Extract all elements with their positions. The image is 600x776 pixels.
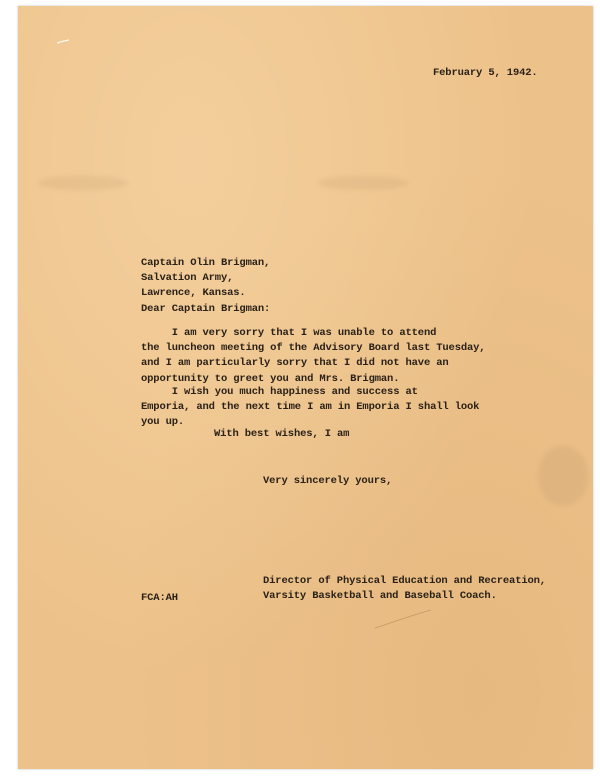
closing-line: With best wishes, I am [214, 428, 350, 440]
body-line: Emporia, and the next time I am in Emporia I shall look [141, 401, 480, 414]
addressee-line: Captain Olin Brigman, [141, 257, 271, 269]
body-line: opportunity to greet you and Mrs. Brigman. [141, 372, 400, 385]
letter-page [18, 6, 593, 769]
body-paragraph-1 [141, 326, 485, 387]
signature-title-line: Director of Physical Education and Recreation, [263, 575, 546, 587]
letter-date: February 5, 1942. [433, 67, 538, 79]
body-line: you up. [141, 416, 185, 429]
reference-initials: FCA:AH [141, 592, 178, 604]
body-line: and I am particularly sorry that I did not have an [141, 357, 449, 370]
addressee-block [141, 256, 270, 302]
addressee-line: Lawrence, Kansas. [141, 287, 246, 300]
addressee-line: Salvation Army, [141, 272, 234, 285]
pen-stroke-icon [373, 604, 433, 632]
body-line: I wish you much happiness and success at [141, 386, 418, 398]
body-paragraph-2 [141, 385, 479, 431]
salutation: Dear Captain Brigman: [141, 303, 271, 315]
signature-title-line: Varsity Basketball and Baseball Coach. [263, 590, 497, 603]
body-line: I am very sorry that I was unable to attend [141, 327, 437, 339]
signature-block [263, 574, 546, 604]
valediction: Very sincerely yours, [263, 475, 393, 487]
paper-stain [538, 446, 588, 506]
paper-stain [38, 176, 128, 190]
body-line: the luncheon meeting of the Advisory Board last Tuesday, [141, 342, 486, 355]
paper-stain [318, 176, 408, 190]
ink-mark-icon [56, 39, 70, 45]
